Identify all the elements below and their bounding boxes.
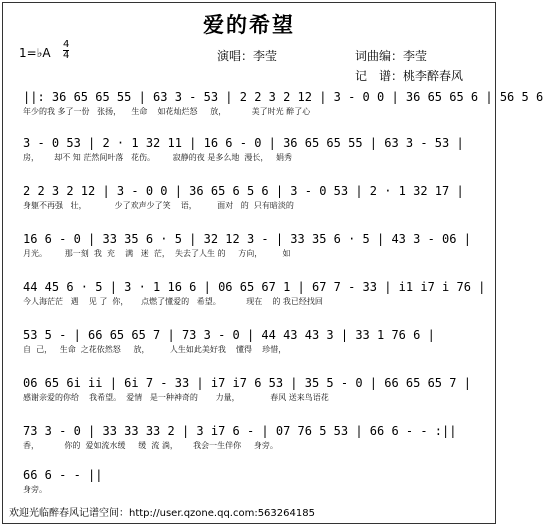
- score-line-8: [23, 423, 477, 453]
- notes-line: 44 45 6 · 5 | 3 · 1 16 6 | 06 65 67 1 | 67 7 - 33 | i1 i7 i 76 |: [23, 280, 486, 294]
- score-line-2: [23, 135, 477, 165]
- notes-line: 3 - 0 53 | 2 · 1 32 11 | 16 6 - 0 | 36 65 65 55 | 63 3 - 53 |: [23, 136, 464, 150]
- score-line-6: [23, 327, 477, 357]
- lyrics-line: 年少的我 多了一份 张扬， 生命 如花灿烂怒 放， 美了时光 醉了心: [23, 107, 311, 116]
- notes-line: 2 2 3 2 12 | 3 - 0 0 | 36 65 6 5 6 | 3 - 0 53 | 2 · 1 32 17 |: [23, 184, 464, 198]
- meter-bottom: 4: [63, 50, 70, 61]
- score-line-5: [23, 279, 486, 309]
- score-line-9: [23, 467, 477, 497]
- singer-credit: 演唱：李莹: [217, 49, 278, 63]
- score-line-4: [23, 231, 477, 261]
- notes-line: 73 3 - 0 | 33 33 33 2 | 3 i7 6 - | 07 76 5 53 | 66 6 - - :||: [23, 424, 457, 438]
- lyrics-line: 感谢亲爱的你给 我希望。 爱情 是一种神奇的 力量， 春风 送来鸟语花: [23, 393, 329, 402]
- notes-line: 06 65 6i ii | 6i 7 - 33 | i7 i7 6 53 | 35 5 - 0 | 66 65 65 7 |: [23, 376, 471, 390]
- notes-line: 66 6 - - ||: [23, 468, 103, 482]
- footer-link-text: 欢迎光临醉春风记谱空间：http://user.qzone.qq.com:563264185: [9, 508, 315, 519]
- lyrics-line: 月光。 那一刻 我 充 满 迷 茫， 失去了人生 的 方向， 如: [23, 249, 291, 258]
- notes-line: 53 5 - | 66 65 65 7 | 73 3 - 0 | 44 43 43 3 | 33 1 76 6 |: [23, 328, 435, 342]
- lyrics-line: 香， 你的 爱如流水缓 缓 流 淌， 我会一生伴你 身旁。: [23, 441, 278, 450]
- notation-credit: 记 谱：桃李醉春风: [355, 69, 464, 83]
- composer-credit: 词曲编：李莹: [355, 49, 428, 63]
- lyrics-line: 今人海茫茫 遇 见 了 你， 点燃了懂爱的 希望。 现在 的 我已经找回: [23, 297, 323, 306]
- time-signature: [63, 40, 69, 61]
- key-signature: 1=♭A: [19, 46, 51, 60]
- score-line-3: [23, 183, 477, 213]
- lyrics-line: 房， 却不 知 茫然间叶落 花伤。 寂静的夜 是多么地 漫长， 娟秀: [23, 153, 293, 162]
- score-sheet: [2, 2, 543, 524]
- score-line-7: [23, 375, 477, 405]
- lyrics-line: 自 己， 生命 之花依然怒 放， 人生如此美好我 懂得 珍惜，: [23, 345, 287, 354]
- notes-line: 16 6 - 0 | 33 35 6 · 5 | 32 12 3 - | 33 35 6 · 5 | 43 3 - 06 |: [23, 232, 471, 246]
- lyrics-line: 身旁。: [23, 485, 47, 494]
- song-title: 爱的希望: [203, 12, 295, 37]
- lyrics-line: 身躯不再强 壮， 少了欢声少了笑 语， 面对 的 只有暗淡的: [23, 201, 294, 210]
- notes-line: ||: 36 65 65 55 | 63 3 - 53 | 2 2 3 2 12 | 3 - 0 0 | 36 65 65 6 | 56 5 6: [23, 90, 543, 104]
- score-line-1: [23, 89, 543, 119]
- meter-top: 4: [63, 39, 70, 50]
